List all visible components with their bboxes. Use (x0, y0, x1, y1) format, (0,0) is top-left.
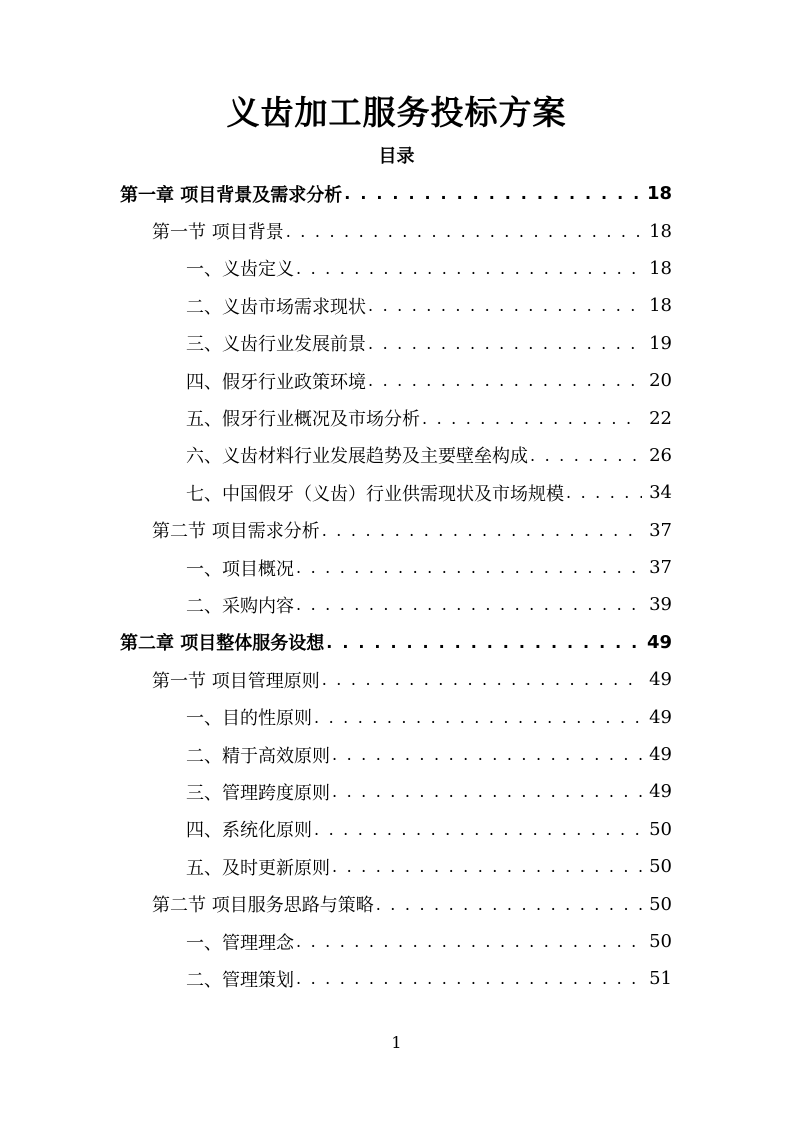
toc-entry-label: 二、管理策划 (186, 969, 294, 991)
toc-entry-page: 18 (649, 257, 672, 279)
toc-entry-page: 51 (649, 968, 672, 990)
toc-entry-page: 49 (646, 631, 672, 653)
toc-entry-label: 二、采购内容 (186, 595, 294, 617)
toc-entry-page: 18 (649, 220, 672, 242)
toc-entry-label: 七、中国假牙（义齿）行业供需现状及市场规模 (186, 483, 564, 505)
toc-entry-page: 18 (649, 295, 672, 317)
toc-entry[interactable] (0, 624, 793, 661)
toc-entry-label: 四、系统化原则 (186, 820, 312, 842)
toc-entry-page: 18 (646, 183, 672, 205)
toc-dot-leader (566, 483, 642, 502)
toc-entry-page: 37 (649, 557, 672, 579)
toc-dot-leader (368, 334, 642, 353)
toc-entry-page: 50 (649, 931, 672, 952)
toc-dot-leader (296, 558, 642, 577)
toc-dot-leader (376, 895, 642, 914)
toc-entry-label: 第一章 项目背景及需求分析 (120, 184, 343, 206)
toc-dot-leader (296, 259, 642, 278)
toc-entry[interactable] (0, 773, 793, 810)
toc-entry[interactable] (0, 661, 793, 698)
toc-entry-label: 第二章 项目整体服务设想 (120, 633, 325, 655)
toc-entry-label: 一、项目概况 (186, 558, 294, 580)
table-of-contents (0, 175, 793, 998)
toc-entry-label: 二、精于高效原则 (186, 745, 330, 767)
toc-entry[interactable] (0, 287, 793, 324)
toc-dot-leader (332, 745, 642, 764)
toc-entry-page: 19 (649, 332, 672, 354)
toc-dot-leader (422, 409, 642, 428)
toc-entry-page: 26 (649, 444, 672, 466)
toc-entry[interactable] (0, 212, 793, 249)
toc-dot-leader (368, 296, 642, 315)
toc-entry[interactable] (0, 549, 793, 586)
toc-entry[interactable] (0, 885, 793, 922)
toc-entry-label: 第二节 项目需求分析 (152, 521, 320, 543)
toc-dot-leader (314, 820, 642, 839)
toc-dot-leader (332, 857, 642, 876)
toc-entry[interactable] (0, 848, 793, 885)
toc-entry[interactable] (0, 736, 793, 773)
toc-entry-page: 49 (649, 781, 672, 803)
page-number: 1 (391, 1033, 402, 1052)
toc-dot-leader (322, 521, 642, 540)
toc-entry[interactable] (0, 437, 793, 474)
toc-heading: 目录 (378, 146, 415, 167)
toc-entry-label: 第一节 项目背景 (152, 222, 284, 244)
toc-entry-page: 20 (649, 370, 672, 392)
toc-entry[interactable] (0, 698, 793, 735)
toc-dot-leader (530, 446, 642, 465)
toc-entry-label: 第一节 项目管理原则 (152, 670, 320, 692)
toc-entry[interactable] (0, 960, 793, 997)
toc-entry[interactable] (0, 362, 793, 399)
toc-entry-label: 五、及时更新原则 (186, 857, 330, 879)
toc-entry[interactable] (0, 474, 793, 511)
toc-entry[interactable] (0, 250, 793, 287)
toc-entry-label: 第二节 项目服务思路与策略 (152, 895, 374, 917)
toc-entry-label: 三、义齿行业发展前景 (186, 334, 366, 356)
toc-entry[interactable] (0, 586, 793, 623)
toc-dot-leader (368, 371, 642, 390)
toc-entry-page: 49 (649, 744, 672, 766)
toc-entry-label: 一、管理理念 (186, 932, 294, 954)
toc-entry-page: 49 (649, 669, 672, 691)
toc-entry[interactable] (0, 811, 793, 848)
toc-dot-leader (314, 708, 642, 727)
toc-dot-leader (322, 670, 642, 689)
toc-entry-label: 二、义齿市场需求现状 (186, 296, 366, 318)
document-title: 义齿加工服务投标方案 (226, 93, 567, 132)
toc-dot-leader (296, 969, 642, 988)
toc-dot-leader (344, 184, 642, 203)
toc-entry-label: 六、义齿材料行业发展趋势及主要壁垒构成 (186, 446, 528, 468)
toc-entry[interactable] (0, 512, 793, 549)
toc-entry-page: 50 (649, 818, 672, 840)
toc-dot-leader (296, 595, 642, 614)
toc-entry-page: 50 (649, 893, 672, 915)
toc-entry-label: 一、义齿定义 (186, 259, 294, 281)
toc-entry[interactable] (0, 923, 793, 960)
toc-entry-page: 37 (649, 519, 672, 541)
toc-entry[interactable] (0, 399, 793, 436)
toc-dot-leader (326, 633, 642, 652)
toc-entry-label: 一、目的性原则 (186, 708, 312, 730)
toc-entry[interactable] (0, 175, 793, 212)
toc-dot-leader (286, 222, 642, 241)
toc-entry-page: 39 (649, 594, 672, 616)
toc-entry-label: 四、假牙行业政策环境 (186, 371, 366, 393)
toc-entry-page: 49 (649, 706, 672, 728)
toc-dot-leader (296, 932, 642, 951)
toc-entry-page: 34 (649, 482, 672, 504)
toc-entry[interactable] (0, 325, 793, 362)
toc-entry-page: 50 (649, 856, 672, 878)
toc-entry-label: 五、假牙行业概况及市场分析 (186, 409, 420, 431)
toc-dot-leader (332, 782, 642, 801)
toc-entry-label: 三、管理跨度原则 (186, 782, 330, 804)
toc-entry-page: 22 (649, 407, 672, 429)
